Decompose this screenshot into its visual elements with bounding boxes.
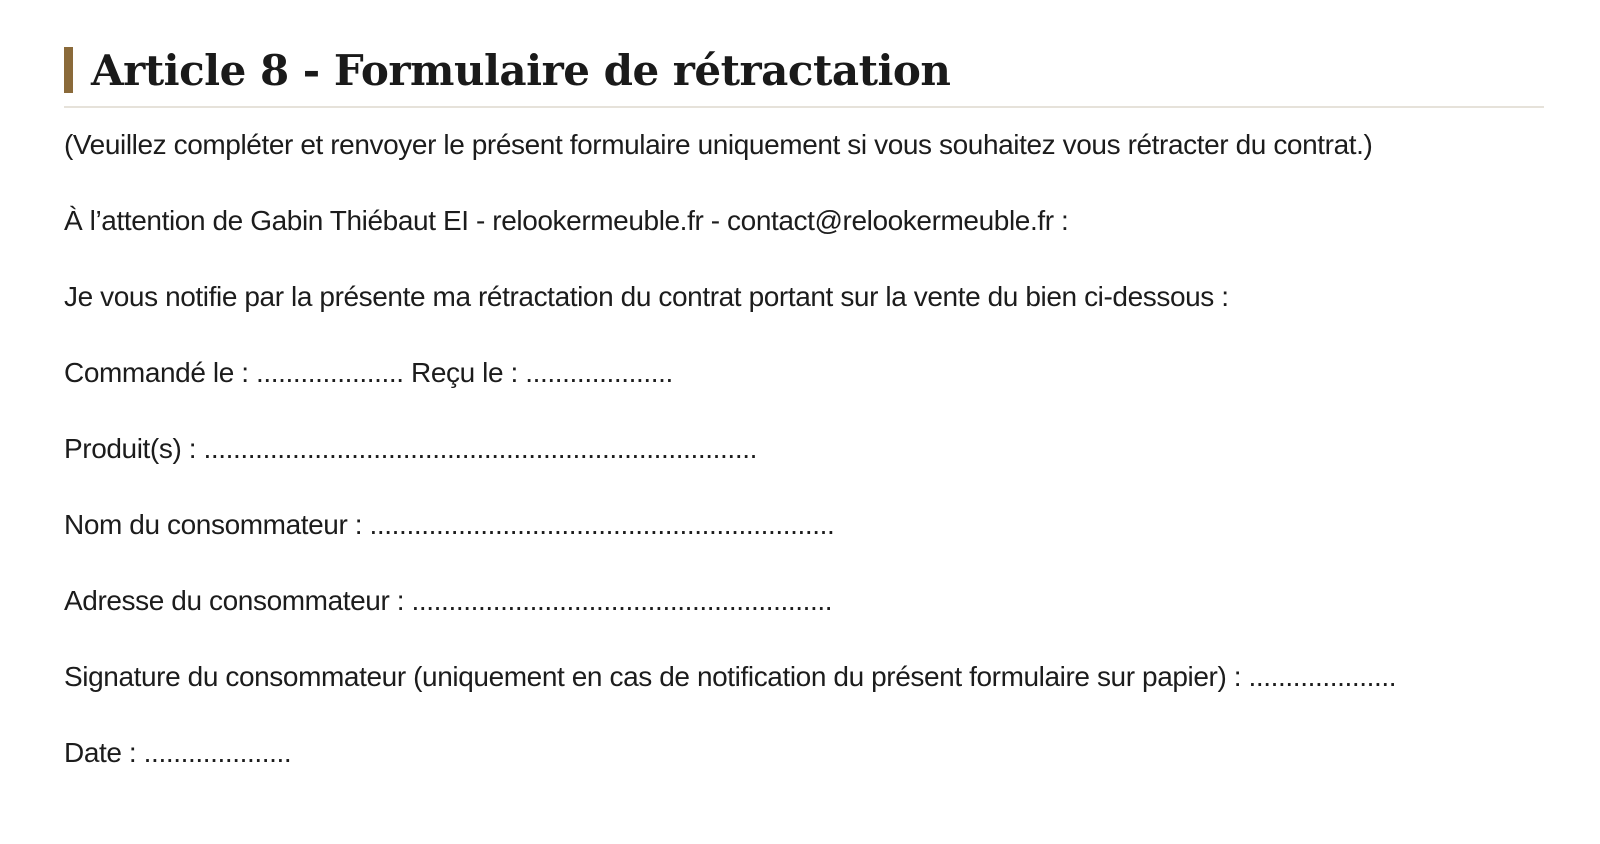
order-dates-line: Commandé le : .................... Reçu le : .................... xyxy=(64,357,673,388)
recipient-line: À l’attention de Gabin Thiébaut EI - relookermeuble.fr - contact@relookermeuble.fr : xyxy=(64,205,1069,236)
consumer-name-line: Nom du consommateur : ............................................................... xyxy=(64,509,835,540)
products-line: Produit(s) : ........................................................................... xyxy=(64,433,757,464)
consumer-signature-line: Signature du consommateur (uniquement en cas de notification du présent formulaire sur papier) : .................... xyxy=(64,661,1397,692)
notification-text: Je vous notifie par la présente ma rétractation du contrat portant sur la vente du bien ci-dessous : xyxy=(64,281,1229,312)
article-section xyxy=(64,46,1544,812)
date-line: Date : .................... xyxy=(64,737,292,768)
article-body xyxy=(64,128,1544,770)
heading-accent-bar xyxy=(64,47,73,93)
page-title: Article 8 - Formulaire de rétractation xyxy=(91,45,951,95)
section-heading xyxy=(64,46,1544,108)
consumer-address-line: Adresse du consommateur : ......................................................... xyxy=(64,585,833,616)
instructions-text: (Veuillez compléter et renvoyer le présent formulaire uniquement si vous souhaitez vous rétracter du contrat.) xyxy=(64,129,1373,160)
